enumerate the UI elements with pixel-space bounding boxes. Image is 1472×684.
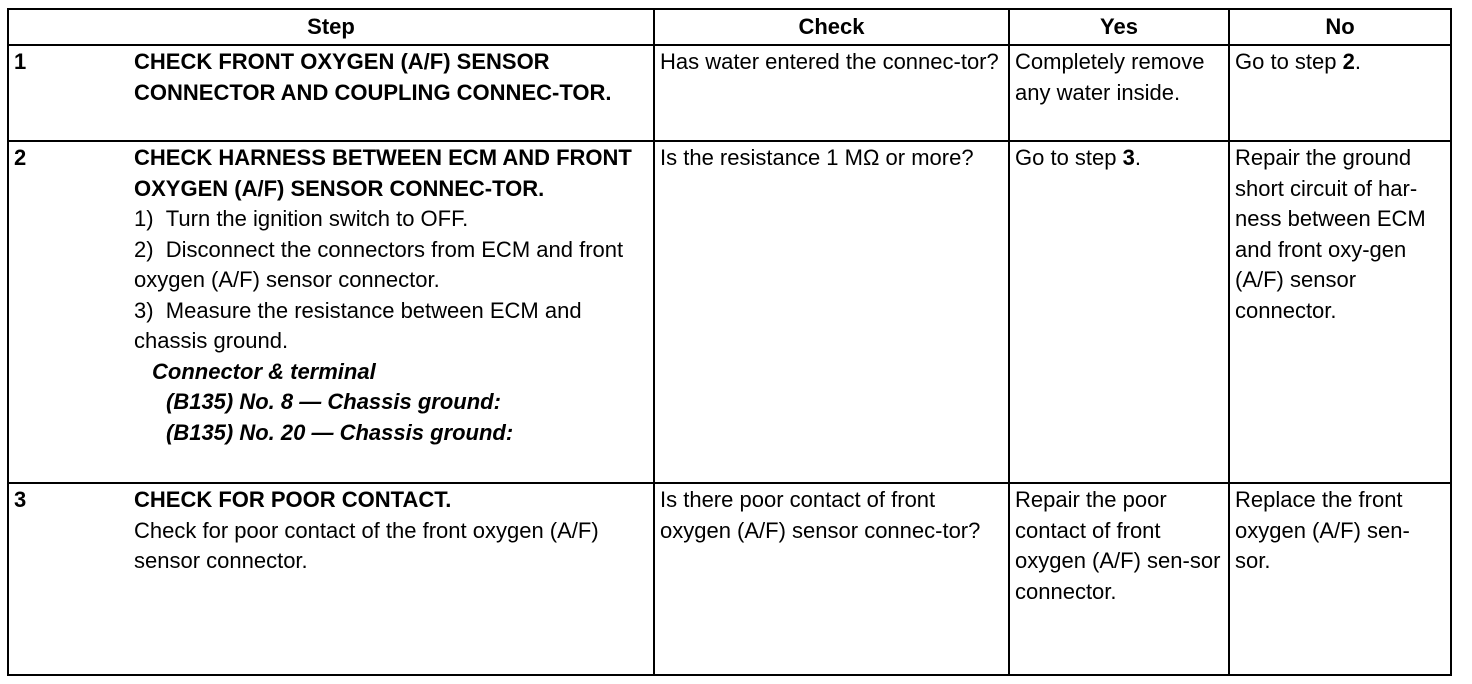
- table-row: [8, 483, 1451, 675]
- procedure-step: 1) Turn the ignition switch to OFF.: [134, 206, 469, 231]
- step-reference: 2: [1342, 49, 1355, 74]
- yes-cell: Repair the poor contact of front oxygen (A/F) sen-sor connector.: [1009, 483, 1229, 675]
- step-title: CHECK FRONT OXYGEN (A/F) SENSOR CONNECTOR AND COUPLING CONNEC-TOR.: [134, 49, 612, 105]
- no-cell: [1229, 45, 1451, 141]
- diagnostic-table: [7, 8, 1452, 676]
- table-header-row: [8, 9, 1451, 45]
- step-number: 3: [14, 487, 27, 512]
- terminal-heading: Connector & terminal: [152, 358, 376, 384]
- terminal-line: (B135) No. 8 — Chassis ground:: [166, 389, 501, 414]
- header-no: No: [1229, 9, 1451, 45]
- no-text: Go to step: [1235, 49, 1343, 74]
- header-yes: Yes: [1009, 9, 1229, 45]
- yes-cell: [1009, 141, 1229, 483]
- yes-suffix: .: [1134, 145, 1141, 170]
- no-suffix: .: [1354, 49, 1361, 74]
- table-row: [8, 141, 1451, 483]
- step-number: 1: [14, 49, 27, 74]
- yes-cell: Completely remove any water inside.: [1009, 45, 1229, 141]
- step-title: CHECK FOR POOR CONTACT.: [134, 487, 452, 512]
- no-cell: Replace the front oxygen (A/F) sen-sor.: [1229, 483, 1451, 675]
- procedure-step: 2) Disconnect the connectors from ECM and front oxygen (A/F) sensor connector.: [134, 236, 624, 292]
- yes-text: Go to step: [1015, 145, 1123, 170]
- terminal-line: (B135) No. 20 — Chassis ground:: [166, 419, 514, 445]
- table-row: [8, 45, 1451, 141]
- step-reference: 3: [1122, 145, 1135, 170]
- step-cell: [8, 141, 654, 483]
- step-cell: [8, 483, 654, 675]
- step-title: CHECK HARNESS BETWEEN ECM AND FRONT OXYGEN (A/F) SENSOR CONNEC-TOR.: [134, 145, 632, 201]
- check-cell: Is there poor contact of front oxygen (A/F) sensor connec-tor?: [654, 483, 1009, 675]
- check-cell: Has water entered the connec-tor?: [654, 45, 1009, 141]
- step-cell: [8, 45, 654, 141]
- header-step: Step: [8, 9, 654, 45]
- step-number: 2: [14, 145, 27, 170]
- header-check: Check: [654, 9, 1009, 45]
- check-cell: Is the resistance 1 MΩ or more?: [654, 141, 1009, 483]
- step-body: Check for poor contact of the front oxygen (A/F) sensor connector.: [134, 517, 599, 573]
- procedure-step: 3) Measure the resistance between ECM and chassis ground.: [134, 297, 582, 353]
- no-cell: Repair the ground short circuit of har-ness between ECM and front oxy-gen (A/F) sensor connector.: [1229, 141, 1451, 483]
